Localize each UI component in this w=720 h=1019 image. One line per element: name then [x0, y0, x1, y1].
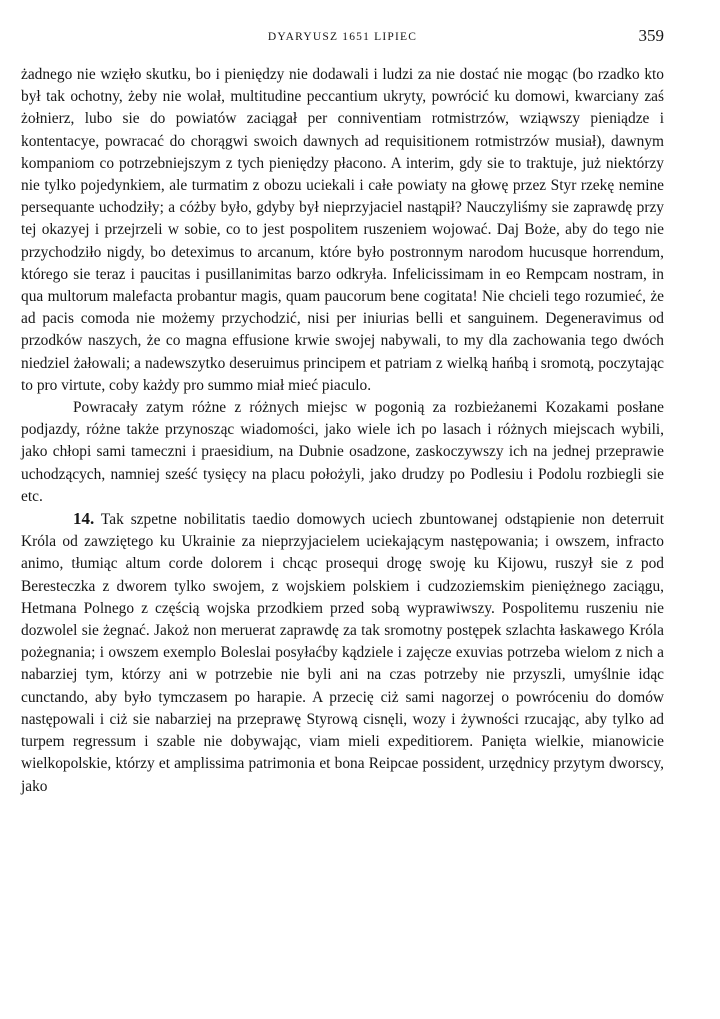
section-number: 14. — [73, 509, 95, 529]
paragraph-numbered — [21, 508, 664, 798]
running-head: DYARYUSZ 1651 LIPIEC — [267, 31, 418, 43]
paragraph: żadnego nie wzięło skutku, bo i pieniędzy nie dodawali i ludzi za nie dostać nie mogąc (bo rzadko kto był tak ochotny, żeby nie wolał, multitudine peccantium ukryty, powrócić ku domowi, kwarciany zaś żołnierz, lubo sie do powiatów zaciągał per conniventiam rotmistrzów, wziąwszy pieniądze i kontentacye, powracać do chorągwi swoich dawnych ad requisitionem rotmistrzów musiał), dawnym kompaniom co potrzebniejszym z tych pieniędzy płacono. A interim, gdy sie to traktuje, już niektórzy nie tylko pojedynkiem, ale turmatim z obozu uciekali i całe powiaty na głowę przez Styr rzekę nemine persequante uchodziły; a cóżby było, gdyby był nieprzyjaciel nastąpił? Nauczyliśmy sie zaprawdę przy tej okazyej i przejrzeli w sobie, co to jest pospolitem ruszeniem wojować. Daj Boże, aby do tego nie przychodziło nigdy, bo deteximus to arcanum, które było postronnym narodom hucusque horrendum, którego sie teraz i paucitas i pusillanimitas barzo odkryła. Infelicissimam in eo Rempcam nostram, in qua multorum malefacta probantur magis, quam paucorum bene cogitata! Nie chcieli tego rozumieć, że ad pacis comoda nie możemy przychodzić, nisi per iniurias belli et sanguinem. Degeneravimus od przodków naszych, że co magna effusione krwie swojej nabywali, to my dla zachowania tego dwóch niedziel żałowali; a nadewszytko deseruimus principem et patriam z wielką hańbą i sromotą, poczytając to pro virtute, coby każdy pro summo miał mieć piaculo. — [21, 66, 664, 394]
page-number: 359 — [638, 26, 664, 45]
paragraph-text: Tak szpetne nobilitatis taedio domowych uciech zbuntowanej odstąpienie non deterruit Króla od zawziętego ku Ukrainie za nieprzyjacielem uciekającym następowania; i owszem, infracto animo, tłumiąc altum corde dolorem i chcąc prosequi drogę swoję ku Kijowu, ruszył sie z pod Beresteczka z dworem tylko swojem, z wojskiem polskiem i cudzoziemskim pieniężnego zaciągu, Hetmana Polnego z częścią wojska przodkiem przed sobą wyprawiwszy. Pospolitemu ruszeniu nie dozwolel sie żegnać. Jakoż non meruerat zaprawdę za tak sromotny postępek szlachta łaskawego Króla pożegnania; i owszem exemplo Boleslai posyłaćby kądziele i zajęcze exuvias potrzeba wielom z nich a nabarziej tym, którzy ani w potrzebie nie byli ani na czas potrzeby nie przyszli, umyślnie idąc cunctando, aby było tymczasem po harapie. A przecię ciż sami nagorzej o powróceniu do domów następowali i ciż sie nabarziej na przeprawę Styrową cisnęli, wozy i żywności rzucając, aby tylko ad turpem regressum i szable nie dobywając, viam mieli expeditiorem. Panięta wielkie, mianowicie wielkopolskie, którzy et amplissima patrimonia et bona Reipcae possident, urzędnicy przytym dworscy, jako — [21, 511, 664, 795]
body-text — [21, 64, 664, 798]
paragraph: Powracały zatym różne z różnych miejsc w pogonią za rozbieżanemi Kozakami posłane podjazdy, różne także przynosząc wiadomości, jako wiele ich po lasach i różnych miejscach wybili, jako chłopi sami tameczni i praesidium, na Dubnie osadzone, zaskoczywszy ich na jednej przeprawie uchodzących, namniej sześć tysięcy na placu położyli, jako drudzy po Podlesiu i Podolu rozbiegli sie etc. — [21, 399, 664, 505]
page-header — [21, 26, 664, 52]
